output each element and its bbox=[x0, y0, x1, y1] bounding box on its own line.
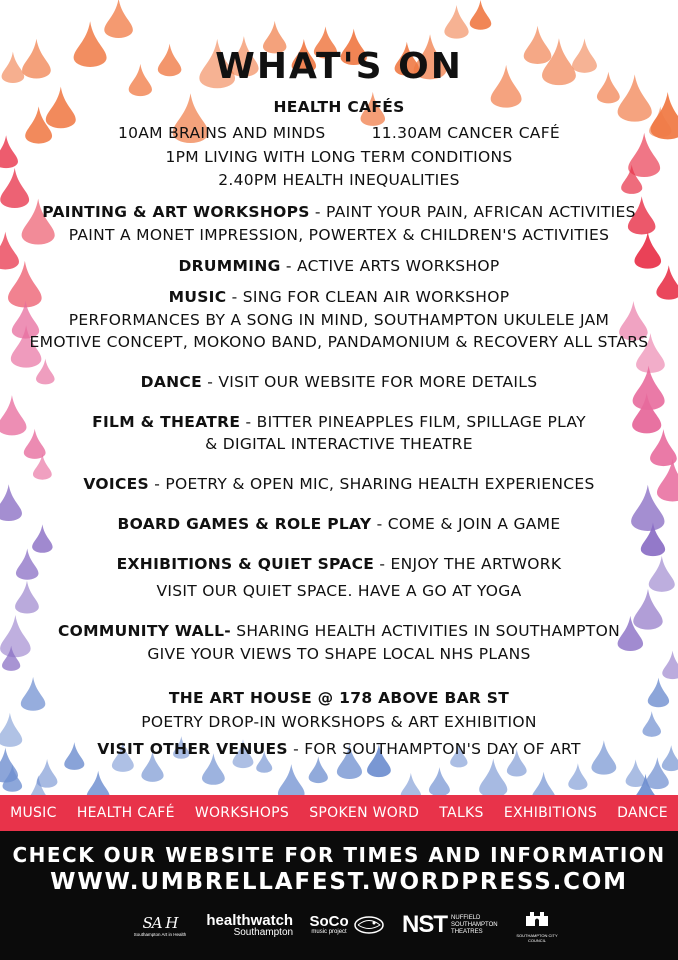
painting-detail: - PAINT YOUR PAIN, AFRICAN ACTIVITIES bbox=[309, 203, 636, 221]
healthwatch-logo bbox=[206, 913, 293, 938]
raindrop bbox=[470, 0, 492, 30]
footer bbox=[0, 831, 678, 960]
healthwatch-sub: Southampton bbox=[233, 926, 294, 938]
healthwatch-text: healthwatch bbox=[206, 911, 294, 929]
raindrop bbox=[444, 5, 468, 39]
dance-line bbox=[0, 373, 678, 391]
film-line1 bbox=[0, 413, 678, 431]
raindrop bbox=[401, 773, 422, 795]
art-house-detail: POETRY DROP-IN WORKSHOPS & ART EXHIBITION bbox=[141, 713, 537, 731]
website-link[interactable]: WWW.UMBRELLAFEST.WORDPRESS.COM bbox=[50, 869, 628, 895]
painting-line2: PAINT A MONET IMPRESSION, POWERTEX & CHILDREN'S ACTIVITIES bbox=[68, 226, 610, 244]
raindrop bbox=[309, 756, 328, 783]
sponsor-logos bbox=[130, 905, 560, 945]
category-music: MUSIC bbox=[10, 805, 57, 821]
raindrop bbox=[626, 759, 646, 787]
health-cafes-heading: HEALTH CAFÉS bbox=[273, 98, 405, 116]
nst-sub1: NUFFIELD bbox=[451, 914, 481, 921]
soco-logo bbox=[309, 914, 385, 936]
drumming-detail: - ACTIVE ARTS WORKSHOP bbox=[280, 257, 500, 275]
saah-logo bbox=[130, 914, 190, 937]
community-line2: GIVE YOUR VIEWS TO SHAPE LOCAL NHS PLANS bbox=[147, 645, 531, 663]
board-games-line bbox=[0, 515, 678, 533]
music-line3: EMOTIVE CONCEPT, MOKONO BAND, PANDAMONIUM & RECOVERY ALL STARS bbox=[29, 333, 649, 351]
film-line2: & DIGITAL INTERACTIVE THEATRE bbox=[205, 435, 473, 453]
nst-logo bbox=[402, 911, 498, 939]
council-logo bbox=[514, 908, 560, 943]
health-cafes-row1 bbox=[0, 124, 678, 142]
voices-heading: VOICES bbox=[83, 475, 149, 493]
voices-detail: - POETRY & OPEN MIC, SHARING HEALTH EXPERIENCES bbox=[148, 475, 595, 493]
board-games-heading: BOARD GAMES & ROLE PLAY bbox=[117, 515, 372, 533]
painting-heading: PAINTING & ART WORKSHOPS bbox=[42, 203, 310, 221]
category-bar bbox=[0, 795, 678, 831]
raindrop bbox=[479, 759, 507, 795]
exhibitions-line1 bbox=[0, 555, 678, 573]
community-line1 bbox=[0, 622, 678, 640]
category-workshops: WORKSHOPS bbox=[194, 805, 290, 821]
other-venues-heading: VISIT OTHER VENUES bbox=[97, 740, 288, 758]
film-heading: FILM & THEATRE bbox=[92, 413, 241, 431]
music-detail: - SING FOR CLEAN AIR WORKSHOP bbox=[226, 288, 510, 306]
health-cafe-brains: 10AM BRAINS AND MINDS bbox=[117, 124, 326, 142]
category-health-cafe: HEALTH CAFÉ bbox=[76, 805, 175, 821]
dance-heading: DANCE bbox=[140, 373, 202, 391]
nst-sub2: SOUTHAMPTON bbox=[451, 921, 498, 928]
community-heading: COMMUNITY WALL- bbox=[58, 622, 232, 640]
drumming-heading: DRUMMING bbox=[178, 257, 281, 275]
raindrop bbox=[532, 772, 556, 795]
exhibitions-line2: VISIT OUR QUIET SPACE. HAVE A GO AT YOGA bbox=[156, 582, 522, 600]
page-title: WHAT'S ON bbox=[215, 46, 463, 87]
other-venues-line bbox=[0, 740, 678, 758]
nst-sub3: THEATRES bbox=[451, 928, 483, 935]
painting-line1 bbox=[0, 203, 678, 221]
exhibitions-detail: - ENJOY THE ARTWORK bbox=[374, 555, 562, 573]
saah-mark: SA H bbox=[142, 913, 178, 932]
community-detail: SHARING HEALTH ACTIVITIES IN SOUTHAMPTON bbox=[231, 622, 620, 640]
voices-line bbox=[0, 475, 678, 493]
exhibitions-heading: EXHIBITIONS & QUIET SPACE bbox=[116, 555, 375, 573]
health-cafe-cancer: 11.30AM CANCER CAFÉ bbox=[371, 124, 561, 142]
saah-text: Southampton Art in Health bbox=[133, 931, 187, 937]
art-house-heading: THE ART HOUSE @ 178 ABOVE BAR ST bbox=[168, 689, 510, 707]
raindrop bbox=[429, 767, 450, 795]
music-line2: PERFORMANCES BY A SONG IN MIND, SOUTHAMPTON UKULELE JAM bbox=[68, 311, 610, 329]
raindrop bbox=[104, 0, 133, 38]
music-heading: MUSIC bbox=[168, 288, 227, 306]
soco-sub: music project bbox=[311, 929, 347, 935]
raindrop bbox=[87, 771, 110, 795]
health-cafe-long-term: 1PM LIVING WITH LONG TERM CONDITIONS bbox=[165, 148, 513, 166]
raindrop bbox=[568, 763, 587, 790]
soco-text: SoCo bbox=[309, 913, 349, 930]
other-venues-detail: - FOR SOUTHAMPTON'S DAY OF ART bbox=[287, 740, 581, 758]
health-cafe-inequalities: 2.40PM HEALTH INEQUALITIES bbox=[218, 171, 460, 189]
category-talks: TALKS bbox=[439, 805, 484, 821]
category-spoken-word: SPOKEN WORD bbox=[309, 805, 420, 821]
nst-text: NST bbox=[402, 911, 448, 938]
dance-detail: - VISIT OUR WEBSITE FOR MORE DETAILS bbox=[201, 373, 538, 391]
soco-bird-icon bbox=[352, 914, 386, 936]
raindrop bbox=[278, 764, 305, 795]
council-text: SOUTHAMPTON CITY COUNCIL bbox=[516, 932, 558, 943]
category-exhibitions: EXHIBITIONS bbox=[503, 805, 598, 821]
film-detail: - BITTER PINEAPPLES FILM, SPILLAGE PLAY bbox=[240, 413, 586, 431]
footer-info: CHECK OUR WEBSITE FOR TIMES AND INFORMATION bbox=[12, 843, 666, 867]
raindrop bbox=[37, 759, 58, 788]
council-crest-icon bbox=[524, 908, 550, 928]
music-line1 bbox=[0, 288, 678, 306]
drumming-line bbox=[0, 257, 678, 275]
category-dance: DANCE bbox=[617, 805, 668, 821]
board-games-detail: - COME & JOIN A GAME bbox=[371, 515, 561, 533]
